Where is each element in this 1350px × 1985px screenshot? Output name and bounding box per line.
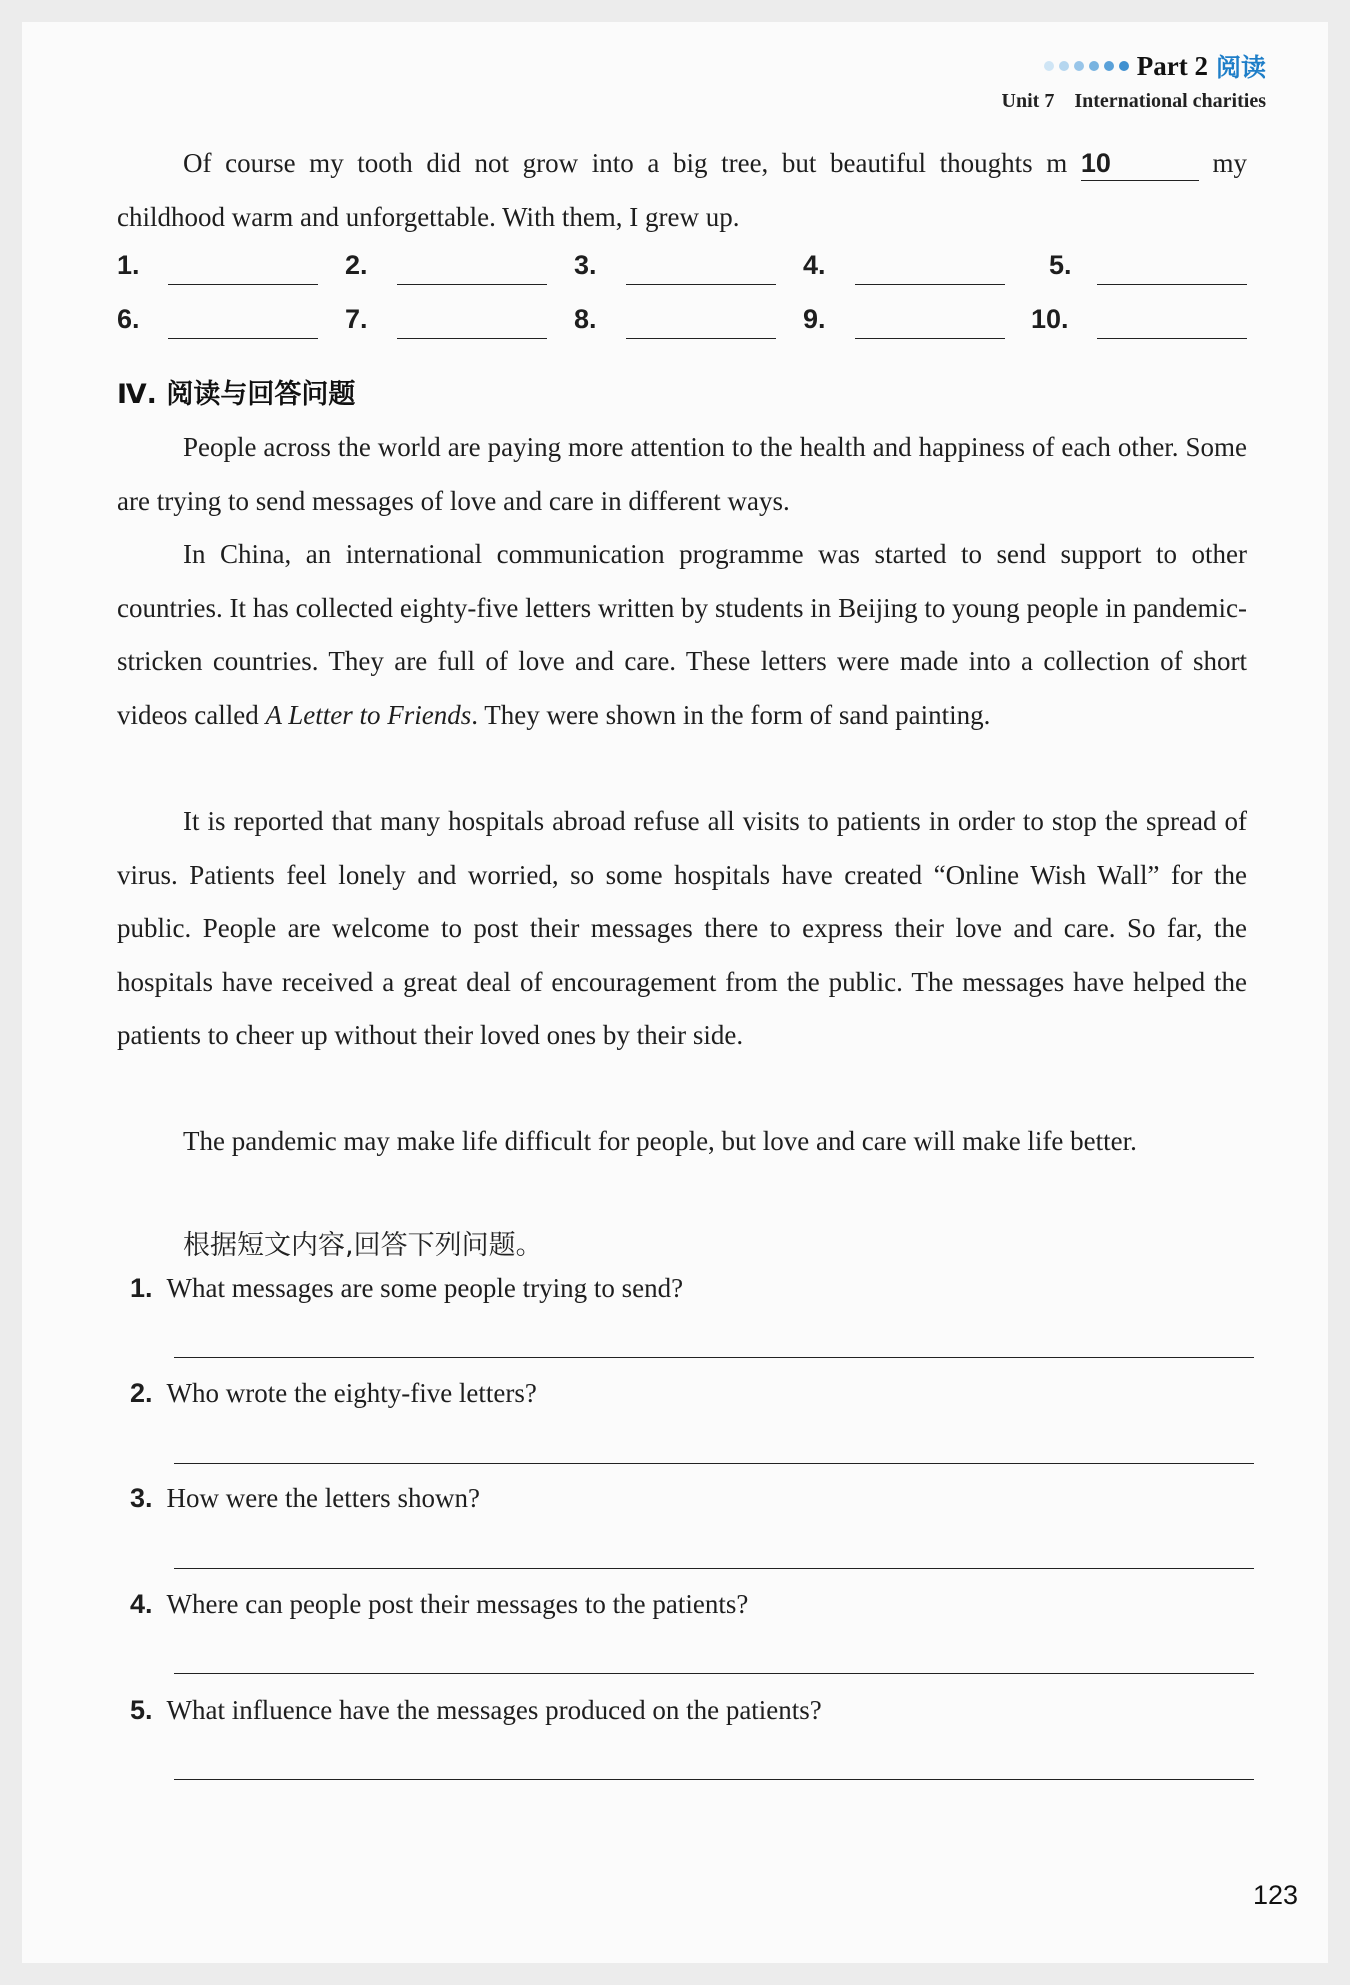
blank-number: 10. — [1031, 304, 1069, 334]
question-number: 4. — [130, 1589, 153, 1619]
passage-end — [117, 137, 1247, 244]
question-number: 5. — [130, 1695, 153, 1725]
question-1 — [130, 1273, 683, 1304]
video-title: A Letter to Friends — [265, 699, 472, 730]
paragraph-text: In China, an international communication programme was started to send support to other countries. It has collected eighty-five letters written by students in Beijing to young people in pandemic-stricken countries. They are full of love and care. These letters were made into a collection of short videos called — [117, 539, 1247, 730]
part-cn-label: 阅读 — [1215, 53, 1266, 82]
question-text: How were the letters shown? — [166, 1483, 480, 1513]
answer-blank[interactable] — [397, 338, 547, 339]
unit-header — [1002, 90, 1266, 113]
answer-blank-10 — [1081, 150, 1199, 181]
passage-text: childhood warm and unforgettable. With them, I grew up. — [117, 201, 740, 232]
blank-number: 7. — [345, 304, 368, 334]
section-title: Ⅳ. 阅读与回答问题 — [117, 379, 356, 410]
answer-line[interactable] — [174, 1673, 1254, 1674]
question-5 — [130, 1695, 822, 1726]
question-instruction: 根据短文内容,回答下列问题。 — [183, 1230, 543, 1261]
answer-line[interactable] — [174, 1357, 1254, 1358]
part-label: Part 2 — [1136, 50, 1208, 81]
dot-icon — [1044, 61, 1054, 71]
answer-grid-row-2 — [117, 304, 1247, 344]
passage-text: Of course my tooth did not grow into a big tree, but beautiful thoughts m — [183, 148, 1068, 178]
page-header — [1044, 48, 1266, 84]
answer-blank[interactable] — [855, 338, 1005, 339]
blank-number: 3. — [574, 250, 597, 280]
answer-blank[interactable] — [1097, 284, 1247, 285]
answer-blank[interactable] — [855, 284, 1005, 285]
answer-line[interactable] — [174, 1779, 1254, 1780]
unit-title: International charities — [1074, 90, 1266, 112]
passage-paragraph-4: The pandemic may make life difficult for people, but love and care will make life better. — [183, 1126, 1137, 1156]
unit-label: Unit 7 — [1001, 90, 1055, 112]
page-number: 123 — [1252, 1880, 1298, 1910]
question-text: Who wrote the eighty-five letters? — [166, 1378, 537, 1408]
blank-number: 1. — [117, 250, 140, 280]
blank-number: 5. — [1049, 250, 1072, 280]
question-4 — [130, 1589, 748, 1620]
answer-blank[interactable] — [1097, 338, 1247, 339]
answer-blank[interactable] — [626, 338, 776, 339]
question-3 — [130, 1483, 480, 1514]
blank-number: 4. — [803, 250, 826, 280]
blank-answer: 10 — [1080, 148, 1111, 178]
question-number: 2. — [130, 1378, 153, 1408]
question-number: 3. — [130, 1483, 153, 1513]
decorative-dots — [1044, 61, 1129, 71]
dot-icon — [1089, 61, 1099, 71]
question-number: 1. — [130, 1273, 153, 1303]
question-text: What messages are some people trying to send? — [166, 1273, 684, 1303]
question-text: What influence have the messages produced on the patients? — [166, 1695, 822, 1725]
blank-number: 6. — [117, 304, 140, 334]
answer-blank[interactable] — [168, 338, 318, 339]
paragraph-text: . They were shown in the form of sand painting. — [471, 699, 991, 730]
dot-icon — [1104, 61, 1114, 71]
answer-blank[interactable] — [168, 284, 318, 285]
dot-icon — [1059, 61, 1069, 71]
dot-icon — [1074, 61, 1084, 71]
passage-paragraph-1: People across the world are paying more attention to the health and happiness of each other. Some are trying to send messages of love and care in different ways. — [117, 432, 1247, 516]
answer-line[interactable] — [174, 1568, 1254, 1569]
question-text: Where can people post their messages to the patients? — [166, 1589, 749, 1619]
dot-icon — [1119, 61, 1129, 71]
answer-grid-row-1 — [117, 250, 1247, 290]
passage-paragraph-2 — [117, 528, 1247, 742]
question-2 — [130, 1378, 537, 1409]
answer-blank[interactable] — [626, 284, 776, 285]
answer-blank[interactable] — [397, 284, 547, 285]
passage-text: my — [1212, 148, 1248, 178]
blank-number: 2. — [345, 250, 368, 280]
blank-number: 9. — [803, 304, 826, 334]
answer-line[interactable] — [174, 1463, 1254, 1464]
blank-number: 8. — [574, 304, 597, 334]
passage-paragraph-3: It is reported that many hospitals abroad refuse all visits to patients in order to stop the spread of virus. Patients feel lonely and worried, so some hospitals have created “Online Wish Wall” for the public. People are welcome to post their messages there to express their love and care. So far, the hospitals have received a great deal of encouragement from the public. The messages have helped the patients to cheer up without their loved ones by their side. — [117, 806, 1247, 1050]
